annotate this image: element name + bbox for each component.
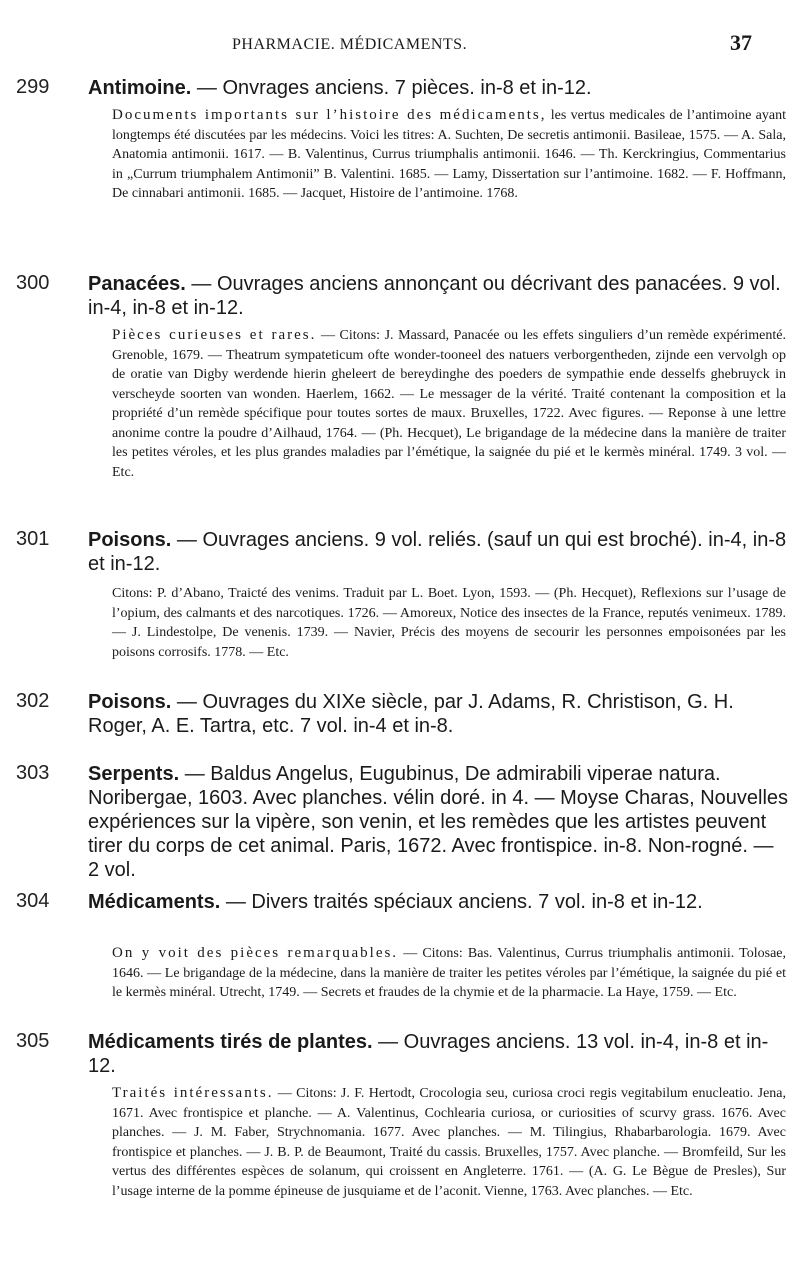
lot-number: 304 bbox=[16, 890, 50, 912]
entry-lead: Pièces curieuses et rares. bbox=[112, 327, 317, 343]
entry-title: Serpents. bbox=[88, 763, 180, 785]
entry-title: Antimoine. bbox=[88, 77, 192, 99]
entry-body-text: — Citons: J. Massard, Panacée ou les effets singuliers d’un remède expérimenté. Grenoble, 1679. — Theatrum sympateticum ofte wonder-tooneel des natuers verborgentheden, zijnde een vervolgh op de oratie van Digby werdende hierin gheleert de bereydinghe des poeders de sympathie ende desselfs ghebruyck in verscheyde soorten van wonden. Haerlem, 1662. — Le messager de la vérité. Traité contenant la composition et la propriété d’un remède spécifique pour toutes sortes de maux. Bruxelles, 1722. Avec figures. — Reponse à une lettre anonime contre la poudre d’Ailhaud, 1764. — (Ph. Hecquet), Le brigandage de la médecine dans la manière de traiter les petites véroles, et les plus grandes maladies par l’émétique, la saignée du pié et le kermès minéral. 1749. 3 vol. — Etc. bbox=[112, 328, 786, 480]
entry-description bbox=[112, 106, 786, 204]
lot-number: 305 bbox=[16, 1030, 50, 1052]
entry-title: Médicaments tirés de plantes. bbox=[88, 1031, 373, 1053]
entry-lead: Traités intéressants. bbox=[112, 1085, 274, 1101]
entry-heading bbox=[88, 890, 788, 914]
entry-title: Panacées. bbox=[88, 273, 186, 295]
entry-body-text: Citons: P. d’Abano, Traicté des venims. Traduit par L. Boet. Lyon, 1593. — (Ph. Hecquet), Reflexions sur l’usage de l’opium, des calmants et des narcotiques. 1726. — Amoreux, Notice des insectes de la France, reputés venimeux. 1789. — J. Lindestolpe, De venenis. 1739. — Navier, Précis des moyens de secourir les personnes empoisonées par les poisons corrosifs. 1778. — Etc. bbox=[112, 586, 786, 660]
entry-description bbox=[112, 326, 786, 482]
page-number: 37 bbox=[730, 30, 752, 55]
entry-heading-rest: — Ouvrages anciens. 13 vol. in-4, in-8 et in-12. bbox=[88, 1031, 769, 1077]
entry-body-text: les vertus medicales de l’antimoine ayant longtemps été discutées par les médecins. Voici les titres: A. Suchten, De secretis antimonii. Basileae, 1575. — A. Sala, Anatomia antimonii. 1617. — B. Valentinus, Currus triumphalis antimonii. 1646. — Th. Kerckringius, Commentarius in „Currum triumphalem Antimonii” B. Valentini. 1685. — Lamy, Dissertation sur l’antimoine. 1682. — F. Hoffmann, De cinnabari antimonii. 1685. — Jacquet, Histoire de l’antimoine. 1768. bbox=[112, 108, 787, 201]
entry-title: Poisons. bbox=[88, 529, 172, 551]
entry-heading bbox=[88, 762, 788, 882]
entry-description bbox=[112, 584, 786, 662]
lot-number: 303 bbox=[16, 762, 50, 784]
entry-heading bbox=[88, 76, 788, 100]
entry-body-text: — Citons: Bas. Valentinus, Currus triumphalis antimonii. Tolosae, 1646. — Le brigandage de la médecine, dans la manière de traiter les petites véroles par l’émétique, la saignée du pié et le kermès minéral. Utrecht, 1749. — Secrets et fraudes de la chymie et de la pharmacie. La Haye, 1759. — Etc. bbox=[112, 946, 786, 1000]
entry-heading-rest: — Baldus Angelus, Eugubinus, De admirabili viperae natura. Noribergae, 1603. Avec planches. vélin doré. in 4. — Moyse Charas, Nouvelles expériences sur la vipère, son venin, et les remèdes que les artistes peuvent tirer du corps de cet animal. Paris, 1672. Avec frontispice. in-8. Non-rogné. — 2 vol. bbox=[88, 763, 789, 881]
entry-body-text: — Citons: J. F. Hertodt, Crocologia seu, curiosa croci regis vegitabilum enucleatio. Jena, 1671. Avec frontispice et planche. — A. Valentinus, Cochlearia curiosa, or curiosities of scurvy grass. 1676. Avec planches. — J. M. Faber, Strychnomania. 1677. Avec planches. — M. Tilingius, Rhabarbarologia. 1679. Avec frontispice et planches. — J. B. P. de Beaumont, Traité du cassis. Bruxelles, 1757. Avec planche. — Bromfeild, Sur les vertus des différentes espèces de solanum, qui croissent en Angleterre. 1761. — (A. G. Le Bègue de Presles), Sur l’usage interne de la pomme épineuse de jusquiame et de l’aconit. Vienne, 1763. Avec planches. — Etc. bbox=[112, 1086, 786, 1199]
entry-title: Médicaments. bbox=[88, 891, 221, 913]
lot-number: 300 bbox=[16, 272, 50, 294]
entry-lead: On y voit des pièces remarquables. bbox=[112, 945, 399, 961]
entry-heading bbox=[88, 272, 788, 320]
entry-heading-rest: — Onvrages anciens. 7 pièces. in-8 et in-12. bbox=[196, 77, 592, 99]
entry-heading-rest: — Ouvrages anciens annonçant ou décrivant des panacées. 9 vol. in-4, in-8 et in-12. bbox=[88, 273, 781, 319]
entry-lead: Documents importants sur l’histoire des médicaments, bbox=[112, 107, 547, 123]
lot-number: 299 bbox=[16, 76, 50, 98]
entry-heading bbox=[88, 528, 788, 576]
lot-number: 301 bbox=[16, 528, 50, 550]
running-header: PHARMACIE. MÉDICAMENTS. bbox=[232, 36, 468, 53]
entry-heading-rest: — Divers traités spéciaux anciens. 7 vol. in-8 et in-12. bbox=[225, 891, 703, 913]
entry-heading-rest: — Ouvrages du XIXe siècle, par J. Adams, R. Christison, G. H. Roger, A. E. Tartra, etc. 7 vol. in-4 et in-8. bbox=[88, 691, 734, 737]
entry-description bbox=[112, 1084, 786, 1201]
lot-number: 302 bbox=[16, 690, 50, 712]
entry-title: Poisons. bbox=[88, 691, 172, 713]
entry-description bbox=[112, 944, 786, 1003]
entry-heading bbox=[88, 1030, 788, 1078]
entry-heading bbox=[88, 690, 788, 738]
entry-heading-rest: — Ouvrages anciens. 9 vol. reliés. (sauf un qui est broché). in-4, in-8 et in-12. bbox=[88, 529, 787, 575]
